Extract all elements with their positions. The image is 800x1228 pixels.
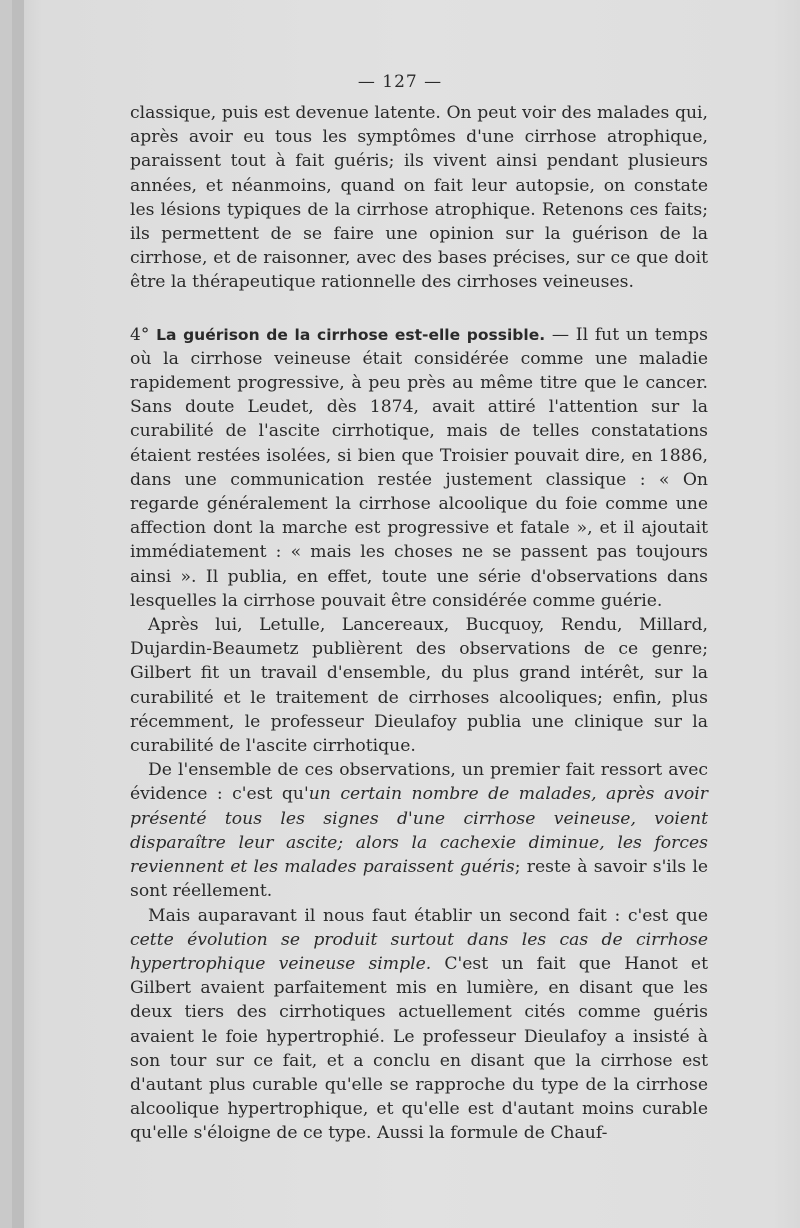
section-paragraph — [130, 323, 708, 613]
section-heading: La guérison de la cirrhose est-elle possible. — [156, 325, 546, 344]
paragraph-4-tail: C'est un fait que Hanot et Gilbert avaient parfaitement mis en lumière, en disant que les deux tiers des cirrhotiques actuellement cités comme guéris avaient le foie hypertrophié. Le professeur Dieulafoy a insisté à son tour sur ce fait, et a conclu en disant que la cirrhose est d'autant plus curable qu'elle se rapproche du type de la cirrhose alcoolique hypertrophique, et qu'elle est d'autant moins curable qu'elle s'éloigne de ce type. Aussi la formule de Chauf- — [130, 953, 709, 1144]
paragraph-4 — [130, 904, 708, 1146]
paragraph-continued: classique, puis est devenue latente. On peut voir des malades qui, après avoir eu tous les symptômes d'une cirrhose atrophique, paraissent tout à fait guéris; ils vivent ainsi pendant plusieurs années, et néanmoins, quand on fait leur autopsie, on constate les lésions typiques de la cirrhose atrophique. Retenons ces faits; ils permettent de se faire une opinion sur la guérison de la cirrhose, et de raisonner, avec des bases précises, sur ce que doit être la thérapeutique rationnelle des cirrhoses veineuses. — [130, 103, 708, 293]
paragraph-4-italic: cette évolution se produit surtout dans les cas de cirrhose hypertrophique veineuse simple. — [130, 929, 708, 974]
paragraph-4-lead: Mais auparavant il nous faut établir un second fait : c'est que — [148, 905, 708, 926]
paragraph-2: Après lui, Letulle, Lancereaux, Bucquoy, Rendu, Millard, Dujardin-Beaumetz publièrent des observations de ce genre; Gilbert fit un travail d'ensemble, du plus grand intérêt, sur la curabilité et le traitement de cirrhoses alcooliques; enfin, plus récemment, le professeur Dieulafoy publia une clinique sur la curabilité de l'ascite cirrhotique. — [130, 615, 708, 757]
paragraph-3 — [130, 758, 708, 903]
scan-margin — [12, 0, 24, 1228]
paragraph-3-italic: un certain nombre de malades, après avoir présenté tous les signes d'une cirrhose veineuse, voient disparaître leur ascite; alors la cachexie diminue, les forces reviennent et les malades paraissent guéris — [130, 784, 708, 878]
section-dash: — — [545, 324, 576, 345]
body-text — [130, 101, 708, 1146]
paragraph-3-lead: De l'ensemble de ces observations, un premier fait ressort avec évidence : c'est qu' — [130, 760, 708, 805]
paragraph-3-tail: ; reste à savoir s'ils le sont réellement. — [130, 857, 708, 902]
section-text: Il fut un temps où la cirrhose veineuse était considérée comme une maladie rapidement progressive, à peu près au même titre que le cancer. Sans doute Leudet, dès 1874, avait attiré l'attention sur la curabilité de l'ascite cirrhotique, mais de telles constatations étaient restées isolées, si bien que Troisier pouvait dire, en 1886, dans une communication restée justement classique : « On regarde généralement la cirrhose alcoolique du foie comme une affection dont la marche est progressive et fatale », et il ajoutait immédiatement : « mais les choses ne se passent pas toujours ainsi ». Il publia, en effet, toute une série d'observations dans lesquelles la cirrhose pouvait être considérée comme guérie. — [130, 324, 708, 611]
page-number: — 127 — — [357, 72, 443, 92]
section-number: 4° — [130, 324, 150, 345]
